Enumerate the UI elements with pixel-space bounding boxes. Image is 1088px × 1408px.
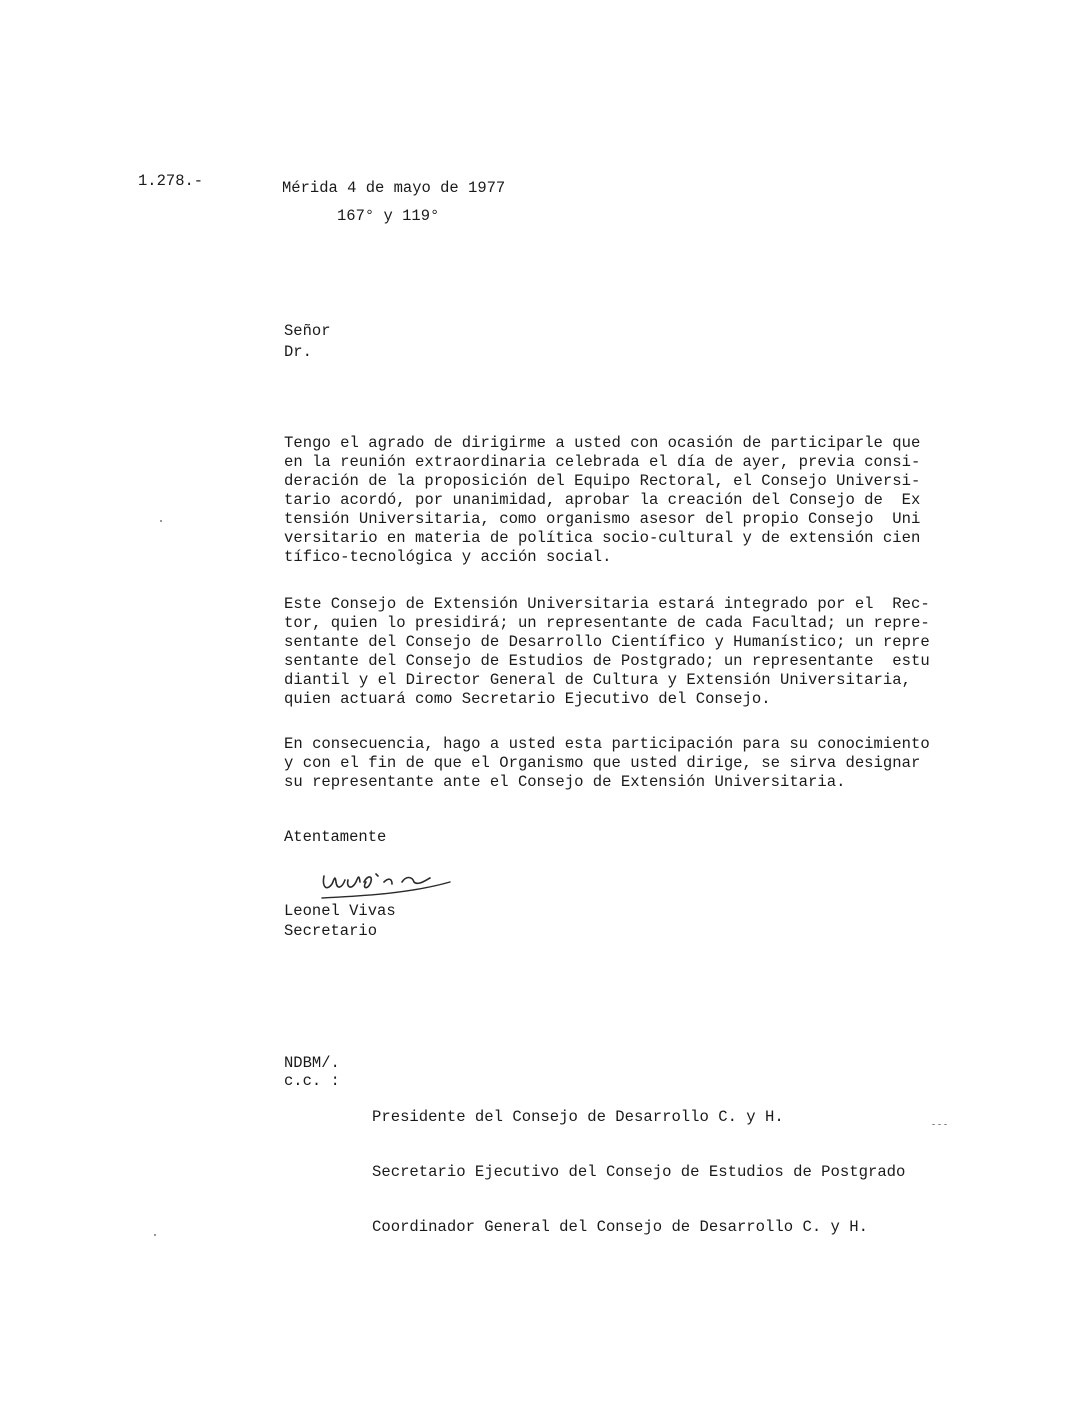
handwritten-signature [318, 860, 458, 904]
paragraph-line: tario acordó, por unanimidad, aprobar la creación del Consejo de Ex [284, 491, 921, 509]
paragraph-line: versitario en materia de política socio-cultural y de extensión cien [284, 529, 921, 547]
cc-label: c.c. : [284, 1072, 340, 1090]
paragraph-line: diantil y el Director General de Cultura y Extensión Universitaria, [284, 671, 911, 689]
paragraph-line: En consecuencia, hago a usted esta participación para su conocimiento [284, 735, 930, 753]
typist-initials: NDBM/. [284, 1054, 340, 1072]
paragraph-line: tor, quien lo presidirá; un representante de cada Facultad; un repre- [284, 614, 930, 632]
salutation-dr: Dr. [284, 343, 312, 361]
scan-speck [160, 520, 162, 522]
reference-number: 1.278.- [138, 172, 204, 190]
years-line: 167° y 119° [337, 207, 440, 225]
signer-name: Leonel Vivas [284, 902, 396, 920]
closing: Atentamente [284, 828, 387, 846]
body-paragraph-1 [284, 434, 984, 567]
cc-recipient: Secretario Ejecutivo del Consejo de Estudios de Postgrado [372, 1163, 906, 1181]
paragraph-line: tensión Universitaria, como organismo asesor del propio Consejo Uni [284, 510, 921, 528]
body-paragraph-3 [284, 735, 984, 792]
paragraph-line: tífico-tecnológica y acción social. [284, 548, 612, 566]
scan-speck [938, 1124, 941, 1125]
salutation-title: Señor [284, 322, 331, 340]
cc-recipient: Presidente del Consejo de Desarrollo C. y H. [372, 1108, 784, 1126]
paragraph-line: su representante ante el Consejo de Extensión Universitaria. [284, 773, 846, 791]
scan-speck [944, 1124, 947, 1125]
cc-recipient-list [372, 1072, 905, 1273]
signer-title: Secretario [284, 922, 378, 940]
cc-recipient: Coordinador General del Consejo de Desarrollo C. y H. [372, 1218, 868, 1236]
paragraph-line: y con el fin de que el Organismo que usted dirige, se sirva designar [284, 754, 921, 772]
scan-speck [932, 1124, 935, 1125]
paragraph-line: deración de la proposición del Equipo Rectoral, el Consejo Universi- [284, 472, 921, 490]
date-line: Mérida 4 de mayo de 1977 [282, 179, 506, 197]
scan-speck [154, 1234, 156, 1236]
paragraph-line: Tengo el agrado de dirigirme a usted con ocasión de participarle que [284, 434, 921, 452]
body-paragraph-2 [284, 595, 984, 709]
paragraph-line: Este Consejo de Extensión Universitaria estará integrado por el Rec- [284, 595, 930, 613]
paragraph-line: sentante del Consejo de Estudios de Postgrado; un representante estu [284, 652, 930, 670]
paragraph-line: quien actuará como Secretario Ejecutivo del Consejo. [284, 690, 771, 708]
paragraph-line: sentante del Consejo de Desarrollo Científico y Humanístico; un repre [284, 633, 930, 651]
paragraph-line: en la reunión extraordinaria celebrada el día de ayer, previa consi- [284, 453, 921, 471]
